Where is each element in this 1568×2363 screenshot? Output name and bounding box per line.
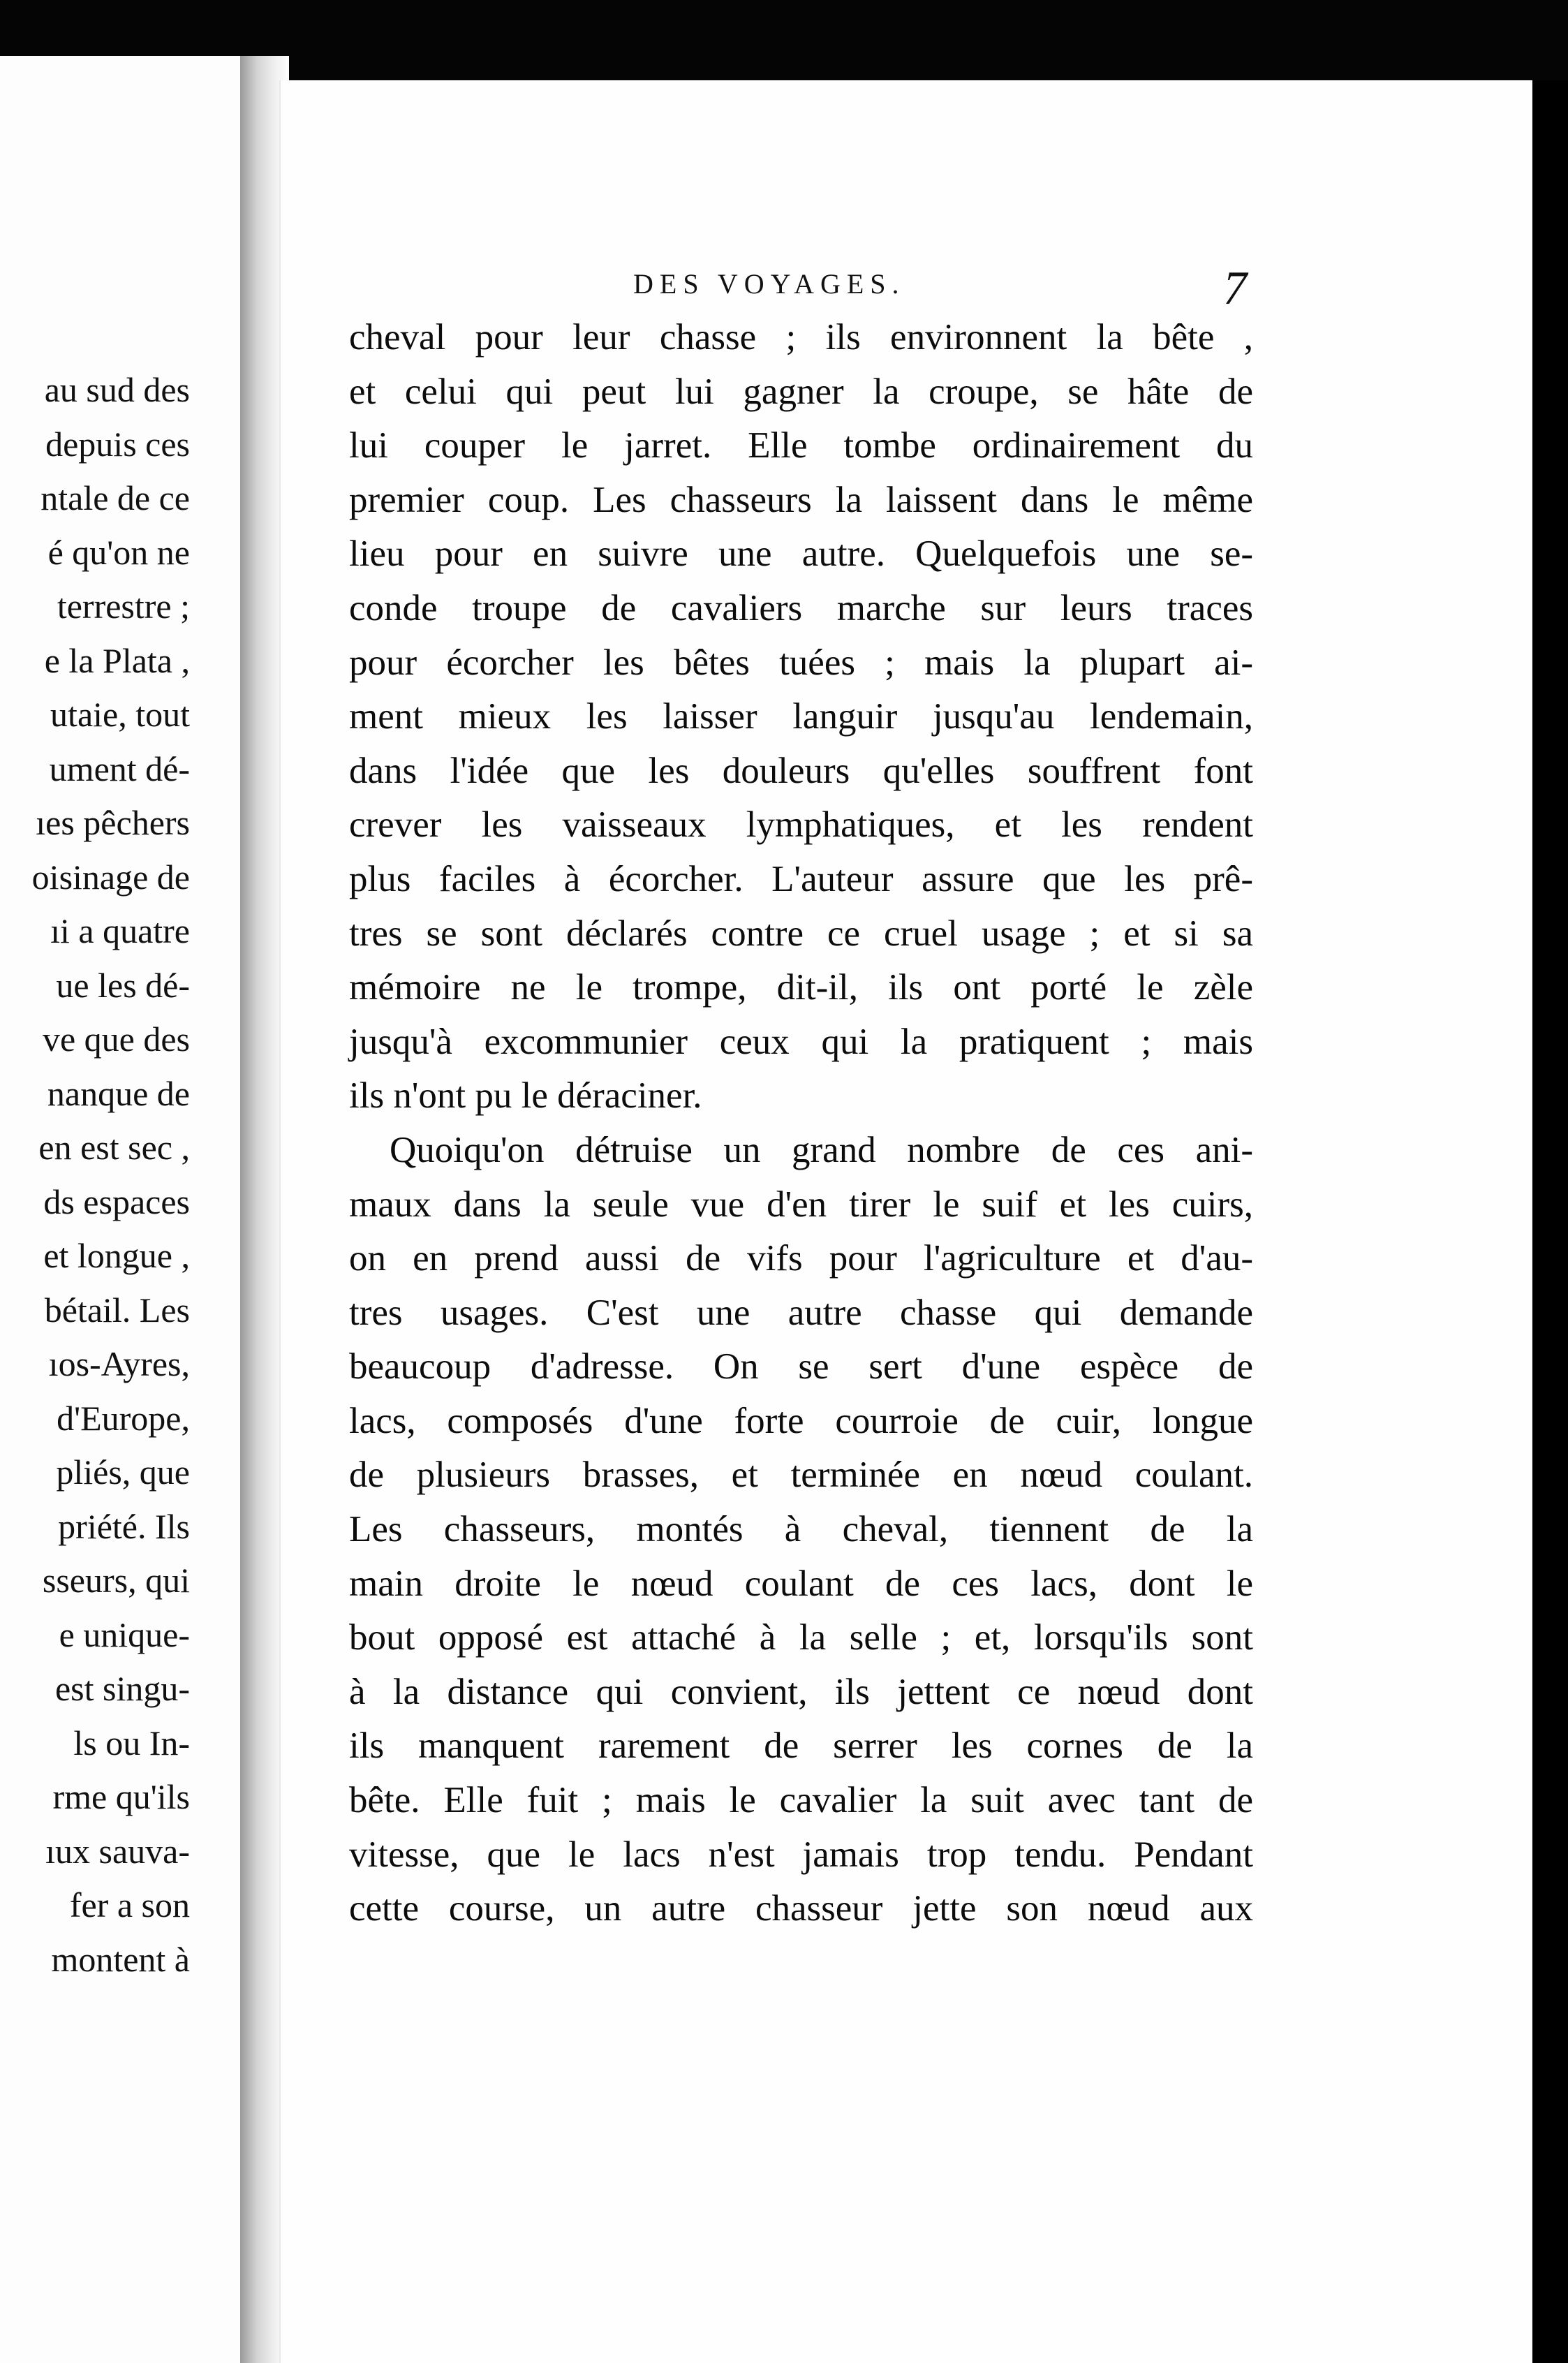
left-page-line: priété. Ils	[58, 1506, 190, 1546]
left-page-line: sseurs, qui	[42, 1561, 190, 1600]
left-page-line: au sud des	[44, 370, 190, 409]
paragraph	[349, 311, 1253, 1124]
left-page-line: ve que des	[42, 1019, 190, 1059]
page-header	[281, 260, 1537, 316]
left-page-line: depuis ces	[45, 424, 190, 464]
text-line: cette course, un autre chasseur jette son nœud aux	[349, 1888, 1253, 1929]
left-page-line: nanque de	[47, 1073, 190, 1113]
scan-right-edge	[1532, 80, 1568, 2363]
text-line: premier coup. Les chasseurs la laissent dans le même	[349, 479, 1253, 520]
text-line: jusqu'à excommunier ceux qui la pratiquent ; mais	[349, 1021, 1253, 1062]
text-line: tres usages. C'est une autre chasse qui demande	[349, 1292, 1253, 1333]
text-line: conde troupe de cavaliers marche sur leurs traces	[349, 587, 1253, 628]
text-line: lacs, composés d'une forte courroie de cuir, longue	[349, 1400, 1253, 1441]
text-line: bête. Elle fuit ; mais le cavalier la suit avec tant de	[349, 1780, 1253, 1821]
text-line: lui couper le jarret. Elle tombe ordinairement du	[349, 425, 1253, 466]
left-page-line: utaie, tout	[50, 695, 190, 734]
left-page	[0, 56, 249, 2363]
left-page-line: e la Plata ,	[44, 640, 190, 680]
left-page-line: oisinage de	[31, 857, 190, 897]
text-line: ils manquent rarement de serrer les cornes de la	[349, 1725, 1253, 1767]
text-line: crever les vaisseaux lymphatiques, et les rendent	[349, 804, 1253, 846]
text-line: à la distance qui convient, ils jettent ce nœud dont	[349, 1671, 1253, 1712]
text-line: plus faciles à écorcher. L'auteur assure que les prê-	[349, 858, 1253, 899]
left-page-line: et longue ,	[43, 1236, 190, 1275]
text-line: lieu pour en suivre une autre. Quelquefois une se-	[349, 533, 1253, 575]
right-page	[279, 80, 1537, 2363]
paragraph	[349, 1124, 1253, 1936]
left-page-line: ıos-Ayres,	[48, 1344, 190, 1383]
text-line: ils n'ont pu le déraciner.	[349, 1075, 702, 1117]
text-line: et celui qui peut lui gagner la croupe, se hâte de	[349, 371, 1253, 412]
body-text	[349, 311, 1253, 1936]
left-page-line: pliés, que	[56, 1452, 190, 1492]
text-line: on en prend aussi de vifs pour l'agriculture et d'au-	[349, 1238, 1253, 1279]
text-line: mémoire ne le trompe, dit-il, ils ont porté le zèle	[349, 967, 1253, 1008]
text-line: maux dans la seule vue d'en tirer le suif et les cuirs,	[349, 1184, 1253, 1225]
text-line: Les chasseurs, montés à cheval, tiennent de la	[349, 1509, 1253, 1550]
text-line: main droite le nœud coulant de ces lacs, dont le	[349, 1563, 1253, 1604]
left-page-line: montent à	[51, 1939, 190, 1979]
text-line: vitesse, que le lacs n'est jamais trop tendu. Pendant	[349, 1834, 1253, 1875]
left-page-text	[32, 363, 190, 1987]
text-line: cheval pour leur chasse ; ils environnent la bête ,	[349, 317, 1253, 358]
left-page-line: bétail. Les	[44, 1290, 190, 1330]
text-line: Quoiqu'on détruise un grand nombre de ces ani-	[390, 1129, 1253, 1170]
left-page-line: rme qu'ils	[52, 1777, 190, 1816]
text-line: pour écorcher les bêtes tuées ; mais la plupart ai-	[349, 642, 1253, 683]
left-page-line: est singu-	[54, 1669, 190, 1708]
text-line: de plusieurs brasses, et terminée en nœud coulant.	[349, 1455, 1253, 1496]
text-line: ment mieux les laisser languir jusqu'au lendemain,	[349, 696, 1253, 737]
text-line: dans l'idée que les douleurs qu'elles souffrent font	[349, 750, 1253, 791]
left-page-line: e unique-	[59, 1614, 190, 1654]
page-number: 7	[1223, 261, 1247, 314]
left-page-line: d'Europe,	[57, 1398, 190, 1438]
left-page-line: ds espaces	[43, 1182, 190, 1221]
left-page-line: ument dé-	[49, 749, 190, 788]
text-line: beaucoup d'adresse. On se sert d'une espèce de	[349, 1346, 1253, 1387]
left-page-line: ntale de ce	[40, 478, 190, 517]
left-page-line: ıi a quatre	[50, 911, 190, 950]
left-page-line: ıes pêchers	[36, 803, 190, 842]
left-page-line: ıux sauva-	[45, 1831, 190, 1871]
left-page-line: en est sec ,	[38, 1128, 190, 1167]
text-line: bout opposé est attaché à la selle ; et, lorsqu'ils sont	[349, 1617, 1253, 1658]
left-page-line: terrestre ;	[57, 587, 190, 626]
left-page-line: ue les dé-	[56, 965, 190, 1005]
running-head: DES VOYAGES.	[633, 268, 905, 300]
text-line: tres se sont déclarés contre ce cruel usage ; et si sa	[349, 913, 1253, 954]
left-page-line: ls ou In-	[73, 1723, 190, 1762]
left-page-line: fer a son	[69, 1885, 190, 1924]
left-page-line: é qu'on ne	[47, 532, 190, 572]
